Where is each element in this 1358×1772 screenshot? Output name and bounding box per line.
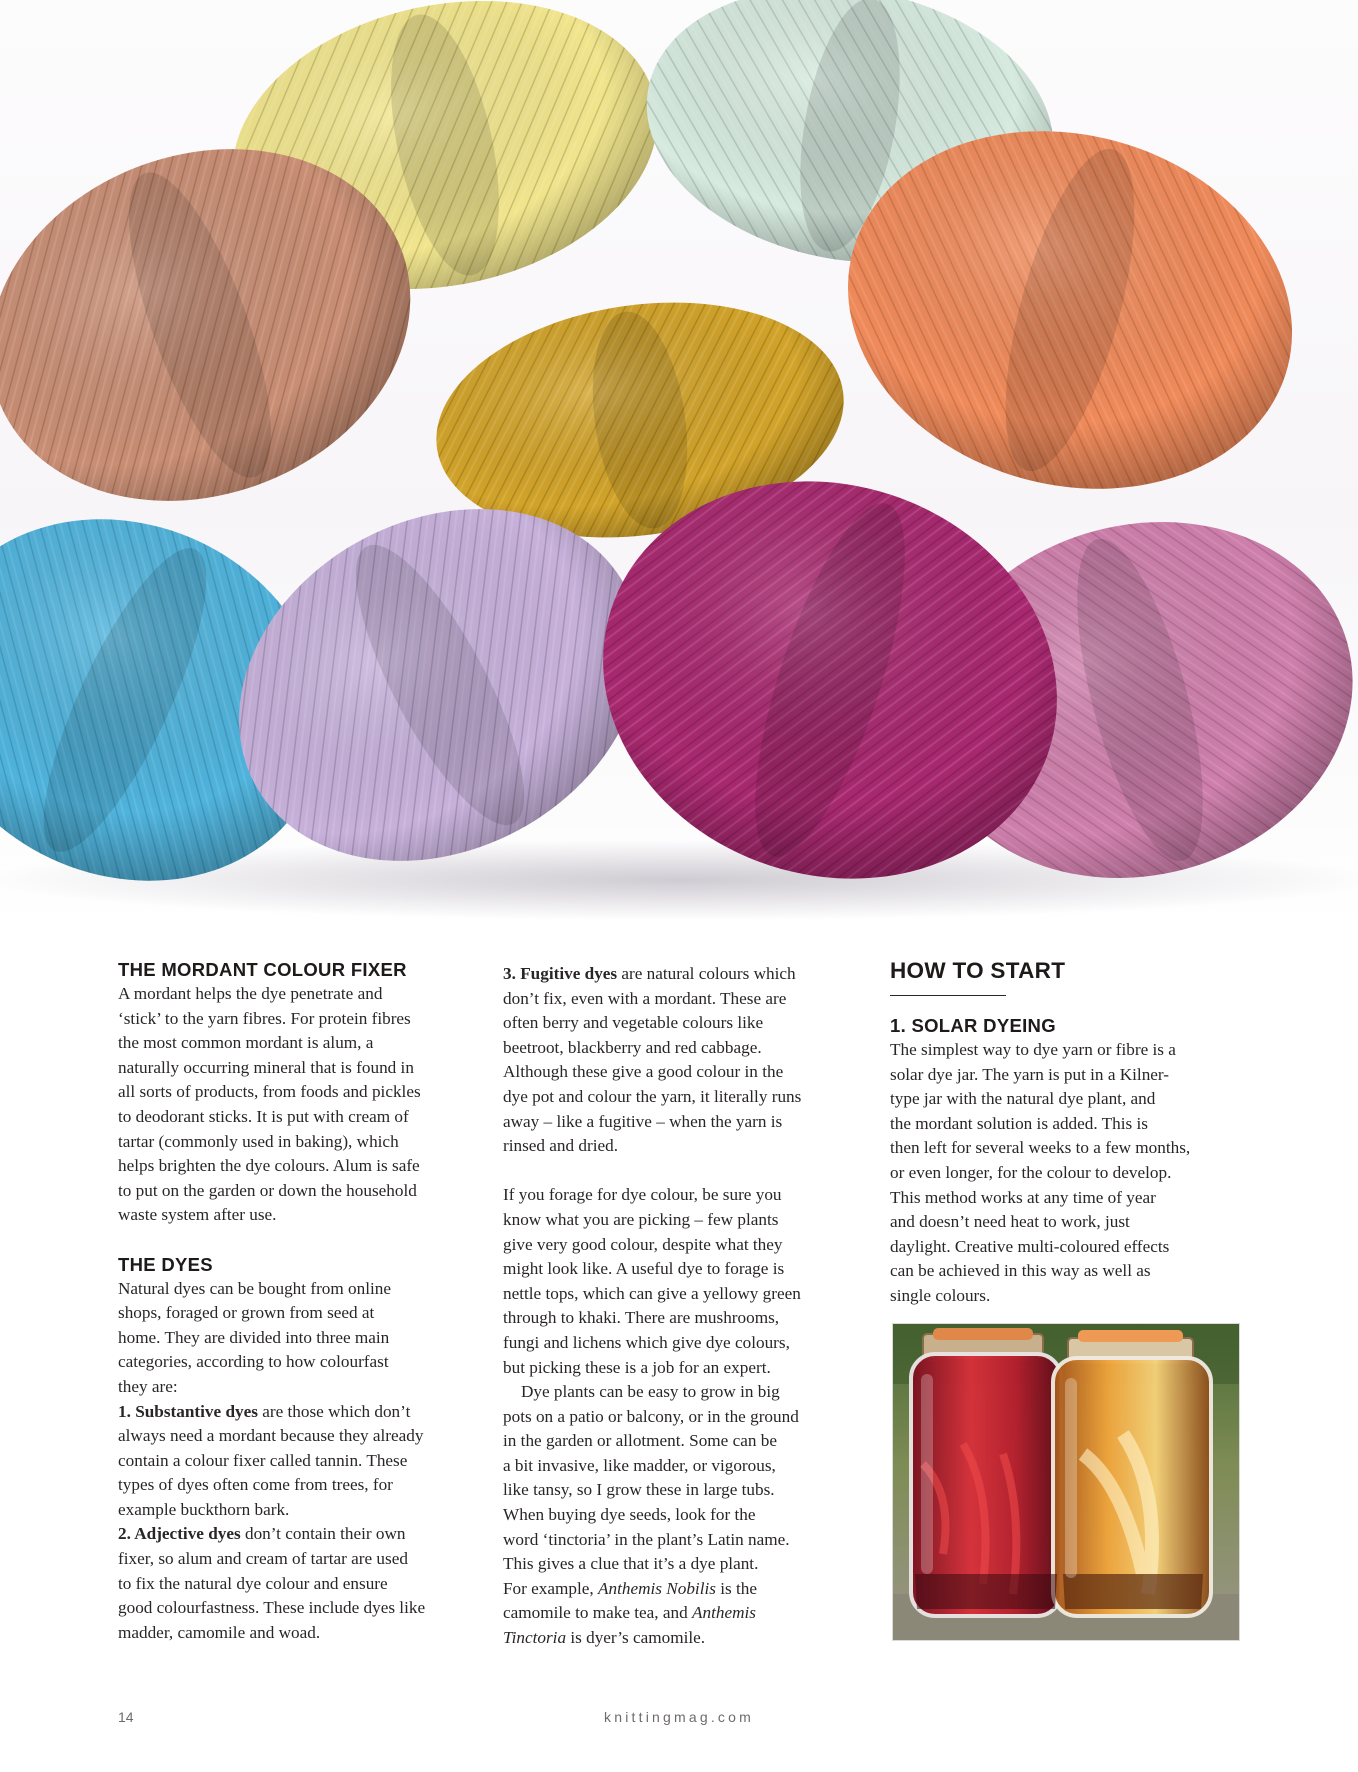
text-span: is dyer’s camomile. <box>566 1628 706 1648</box>
text-line: fixer, so alum and cream of tartar are used <box>118 1549 408 1569</box>
text-line: know what you are picking – few plants <box>503 1209 779 1229</box>
text-line: to deodorant sticks. It is put with cream of <box>118 1106 409 1126</box>
text-line: beetroot, blackberry and red cabbage. <box>503 1037 762 1057</box>
text-span: is the <box>715 1578 757 1598</box>
text-line: all sorts of products, from foods and pickles <box>118 1082 421 1102</box>
latin-name: Anthemis <box>692 1603 756 1623</box>
text-line: a bit invasive, like madder, or vigorous, <box>503 1455 776 1475</box>
fugitive-paragraph <box>503 962 863 1159</box>
text-line: types of dyes often come from trees, for <box>118 1475 393 1495</box>
text-line: A mordant helps the dye penetrate and <box>118 984 383 1003</box>
text-line: in the garden or allotment. Some can be <box>503 1431 777 1451</box>
text-line: then left for several weeks to a few months, <box>890 1138 1191 1158</box>
mordant-paragraph <box>118 982 468 1228</box>
text-span: For example, <box>503 1578 598 1598</box>
text-line: When buying dye seeds, look for the <box>503 1505 756 1525</box>
text-line: helps brighten the dye colours. Alum is safe <box>118 1156 420 1176</box>
dyes-heading: THE DYES <box>118 1253 213 1275</box>
website-footer: knittingmag.com <box>604 1709 754 1725</box>
substantive-line <box>118 1400 468 1425</box>
text-line: tartar (commonly used in baking), which <box>118 1131 399 1151</box>
mordant-heading: THE MORDANT COLOUR FIXER <box>118 959 407 980</box>
text-line: daylight. Creative multi-coloured effects <box>890 1236 1170 1256</box>
how-to-start-heading: HOW TO START <box>890 957 1006 996</box>
forage-paragraph <box>503 1183 863 1380</box>
column-3 <box>890 957 1250 1309</box>
text-line: This gives a clue that it’s a dye plant. <box>503 1554 759 1574</box>
text-line: might look like. A useful dye to forage is <box>503 1259 785 1279</box>
text-span: don’t contain their own <box>240 1524 406 1544</box>
text-line: nettle tops, which can give a yellowy green <box>503 1283 801 1303</box>
text-line: or even longer, for the colour to develop. <box>890 1162 1172 1182</box>
text-line: the most common mordant is alum, a <box>118 1033 374 1053</box>
dyes-paragraph <box>118 1277 468 1646</box>
text-line: madder, camomile and woad. <box>118 1622 321 1642</box>
adjective-line <box>118 1522 468 1547</box>
text-line: can be achieved in this way as well as <box>890 1261 1151 1281</box>
text-line: and doesn’t need heat to work, just <box>890 1212 1130 1232</box>
text-line: waste system after use. <box>118 1205 277 1225</box>
latin-name: Anthemis Nobilis <box>598 1578 716 1598</box>
text-line: but picking these is a job for an expert. <box>503 1357 771 1377</box>
text-line: If you forage for dye colour, be sure you <box>503 1185 782 1205</box>
text-line: through to khaki. There are mushrooms, <box>503 1308 780 1328</box>
column-2 <box>503 962 863 1651</box>
text-line: home. They are divided into three main <box>118 1327 390 1347</box>
example-line-1 <box>503 1577 863 1602</box>
text-span: camomile to make tea, and <box>503 1603 692 1623</box>
adjective-term: 2. Adjective dyes <box>118 1524 241 1544</box>
text-line: The simplest way to dye yarn or fibre is a <box>890 1040 1176 1059</box>
example-line-2 <box>503 1601 863 1626</box>
text-line: rinsed and dried. <box>503 1136 619 1156</box>
text-line: Although these give a good colour in the <box>503 1062 784 1082</box>
text-line: shops, foraged or grown from seed at <box>118 1303 375 1323</box>
text-line: like tansy, so I grow these in large tubs. <box>503 1480 775 1500</box>
solar-paragraph <box>890 1038 1250 1309</box>
text-line: categories, according to how colourfast <box>118 1352 389 1372</box>
text-line: Dye plants can be easy to grow in big <box>521 1382 780 1402</box>
text-line: pots on a patio or balcony, or in the ground <box>503 1406 799 1426</box>
fugitive-term: 3. Fugitive dyes <box>503 964 618 983</box>
grow-paragraph <box>503 1380 863 1651</box>
text-line: contain a colour fixer called tannin. These <box>118 1450 408 1470</box>
text-line: Natural dyes can be bought from online <box>118 1278 392 1298</box>
solar-dye-jars-photo <box>892 1323 1240 1641</box>
text-line: always need a mordant because they already <box>118 1426 424 1446</box>
text-line: ‘stick’ to the yarn fibres. For protein fibres <box>118 1008 411 1028</box>
example-line-3 <box>503 1626 863 1651</box>
text-line: dye pot and colour the yarn, it literally runs <box>503 1086 802 1106</box>
text-line: naturally occurring mineral that is found in <box>118 1057 414 1077</box>
text-line: type jar with the natural dye plant, and <box>890 1089 1156 1109</box>
text-line: they are: <box>118 1376 178 1396</box>
text-line: don’t fix, even with a mordant. These are <box>503 988 787 1008</box>
text-line: often berry and vegetable colours like <box>503 1013 764 1033</box>
text-line: This method works at any time of year <box>890 1187 1156 1207</box>
text-line: word ‘tinctoria’ in the plant’s Latin name. <box>503 1529 790 1549</box>
text-line: solar dye jar. The yarn is put in a Kilner- <box>890 1064 1170 1084</box>
fugitive-line <box>503 962 863 987</box>
substantive-term: 1. Substantive dyes <box>118 1401 258 1421</box>
text-line: fungi and lichens which give dye colours, <box>503 1332 790 1352</box>
latin-name: Tinctoria <box>503 1628 567 1648</box>
text-line: give very good colour, despite what they <box>503 1234 783 1254</box>
column-1 <box>118 958 468 1645</box>
page-number: 14 <box>118 1709 134 1725</box>
text-line: to put on the garden or down the household <box>118 1180 417 1200</box>
text-span: are those which don’t <box>257 1401 411 1421</box>
text-line: single colours. <box>890 1285 991 1305</box>
text-span: are natural colours which <box>617 964 796 983</box>
solar-dyeing-heading: 1. SOLAR DYEING <box>890 1015 1056 1036</box>
text-line: the mordant solution is added. This is <box>890 1113 1148 1133</box>
text-line: to fix the natural dye colour and ensure <box>118 1573 388 1593</box>
text-line: example buckthorn bark. <box>118 1499 290 1519</box>
text-line: good colourfastness. These include dyes like <box>118 1598 426 1618</box>
text-line: away – like a fugitive – when the yarn is <box>503 1111 783 1131</box>
